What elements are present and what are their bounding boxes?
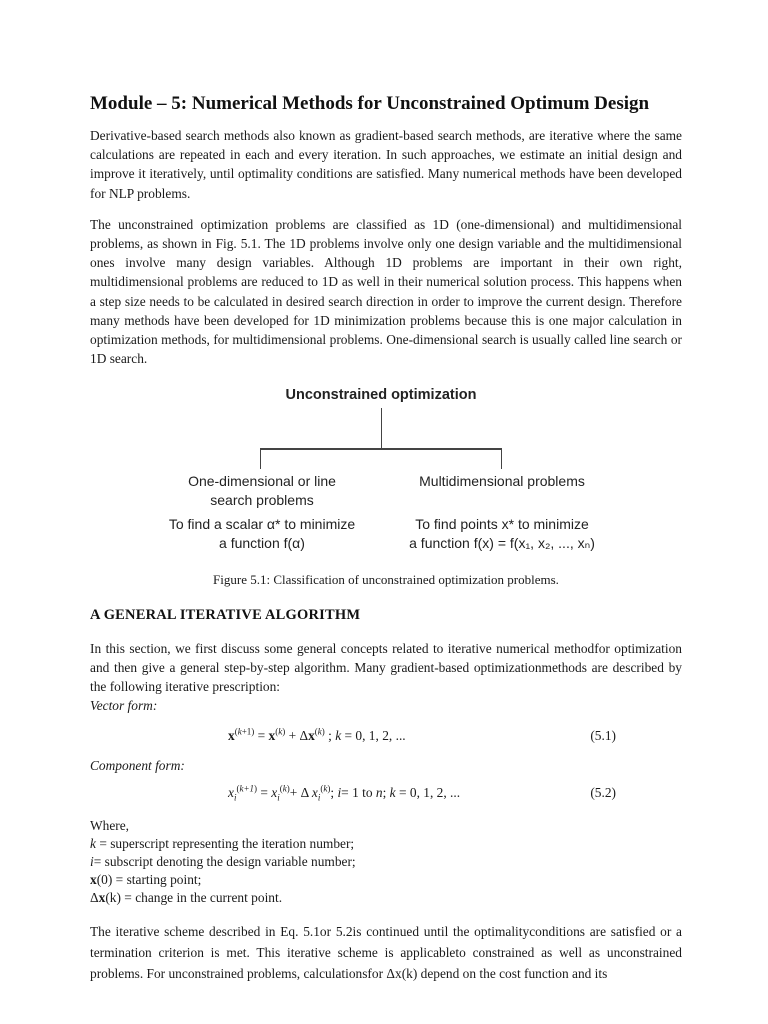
iterative-scheme-paragraph: The iterative scheme described in Eq. 5.1or 5.2is continued until the optimalityconditions are satisfied or a termination criterion is met. This iterative scheme is applicableto constrained as well as unconstrained problems. For unconstrained problems, calculationsfor Δx(k) depend on the cost function and its — [90, 923, 682, 981]
intro-paragraph: Derivative-based search methods also known as gradient-based search methods, are iterative where the same calculations are repeated in each and every iteration. In such approaches, we estimate an initial design and improve it iteratively, until optimality conditions are satisfied. Many numerical methods have been developed for NLP problems. — [90, 128, 682, 201]
definition-delta-x: Δx(k) = change in the current point. — [90, 889, 283, 905]
definition-x0-text: (0) = starting point; — [96, 871, 202, 887]
diagram-left-branch-line — [260, 448, 261, 469]
diagram-branch-line — [260, 448, 502, 449]
figure-caption: Figure 5.1: Classification of unconstrained optimization problems. — [213, 572, 559, 588]
left-node-desc-line1: To find a scalar α* to minimize — [168, 516, 356, 533]
where-definitions — [90, 817, 682, 907]
section-heading: A GENERAL ITERATIVE ALGORITHM — [90, 606, 361, 623]
diagram-left-node — [152, 472, 372, 553]
left-node-desc-line2: a function f(α) — [219, 535, 305, 552]
equation-5-2 — [90, 779, 682, 805]
definition-k: k = superscript representing the iteration number; — [90, 835, 355, 851]
component-form-label: Component form: — [90, 757, 185, 773]
diagram-right-node — [382, 472, 622, 553]
right-node-desc-line2: a function f(x) = f(x₁, x₂, ..., xₙ) — [409, 535, 595, 552]
equation-5-2-expression: $x_i^{(k+1)} = x_i^{(k)}+ \Delta$ $x_i^{(k)}$; i= 1 to n; k = 0, 1, 2, ... — [228, 783, 461, 803]
document-page — [90, 92, 682, 996]
vector-form-label: Vector form: — [90, 698, 158, 714]
right-node-desc-line1: To find points x* to minimize — [415, 516, 589, 533]
equation-5-2-number: (5.2) — [590, 784, 616, 800]
left-node-title-line2: search problems — [210, 492, 314, 509]
definition-i: i= subscript denoting the design variable number; — [90, 853, 356, 869]
classification-diagram — [90, 386, 682, 564]
right-node-title: Multidimensional problems — [419, 473, 585, 490]
page-title: Module – 5: Numerical Methods for Unconstrained Optimum Design — [90, 93, 650, 114]
definition-k-text: = superscript representing the iteration number; — [99, 835, 355, 851]
equation-5-1-number: (5.1) — [590, 727, 616, 743]
definition-i-text: = subscript denoting the design variable number; — [93, 853, 356, 869]
algorithm-paragraph: In this section, we first discuss some general concepts related to iterative numerical methodfor optimization and then give a general step-by-step algorithm. Many gradient-based optimizationmethods are described by the following iterative prescription: — [90, 640, 682, 695]
diagram-stem-line — [381, 408, 382, 448]
diagram-root-label: Unconstrained optimization — [285, 387, 477, 404]
classification-paragraph: The unconstrained optimization problems are classified as 1D (one-dimensional) and multidimensional problems, as shown in Fig. 5.1. The 1D problems involve only one design variable and the multidimensional ones involve many design variables. Although 1D problems are important in their own right, multidimensional problems are reduced to 1D as well in their numerical solution process. This happens when a step size needs to be calculated in desired search direction in order to improve the current design. Therefore many methods have been developed for 1D minimization problems because this is one major calculation in optimization methods, for multidimensional problems. One-dimensional search is usually called line search or 1D search. — [90, 216, 682, 367]
definition-x0: x(0) = starting point; — [90, 871, 202, 887]
equation-5-1 — [90, 722, 682, 748]
where-label: Where, — [90, 817, 130, 833]
equation-5-1-expression: $x^{(k+1)} = x^{(k)} + \Delta x^{(k)}$ ; k = 0, 1, 2, ... — [228, 726, 406, 743]
diagram-right-branch-line — [501, 448, 502, 469]
left-node-title-line1: One-dimensional or line — [188, 473, 336, 490]
definition-delta-x-text: (k) = change in the current point. — [105, 889, 283, 905]
